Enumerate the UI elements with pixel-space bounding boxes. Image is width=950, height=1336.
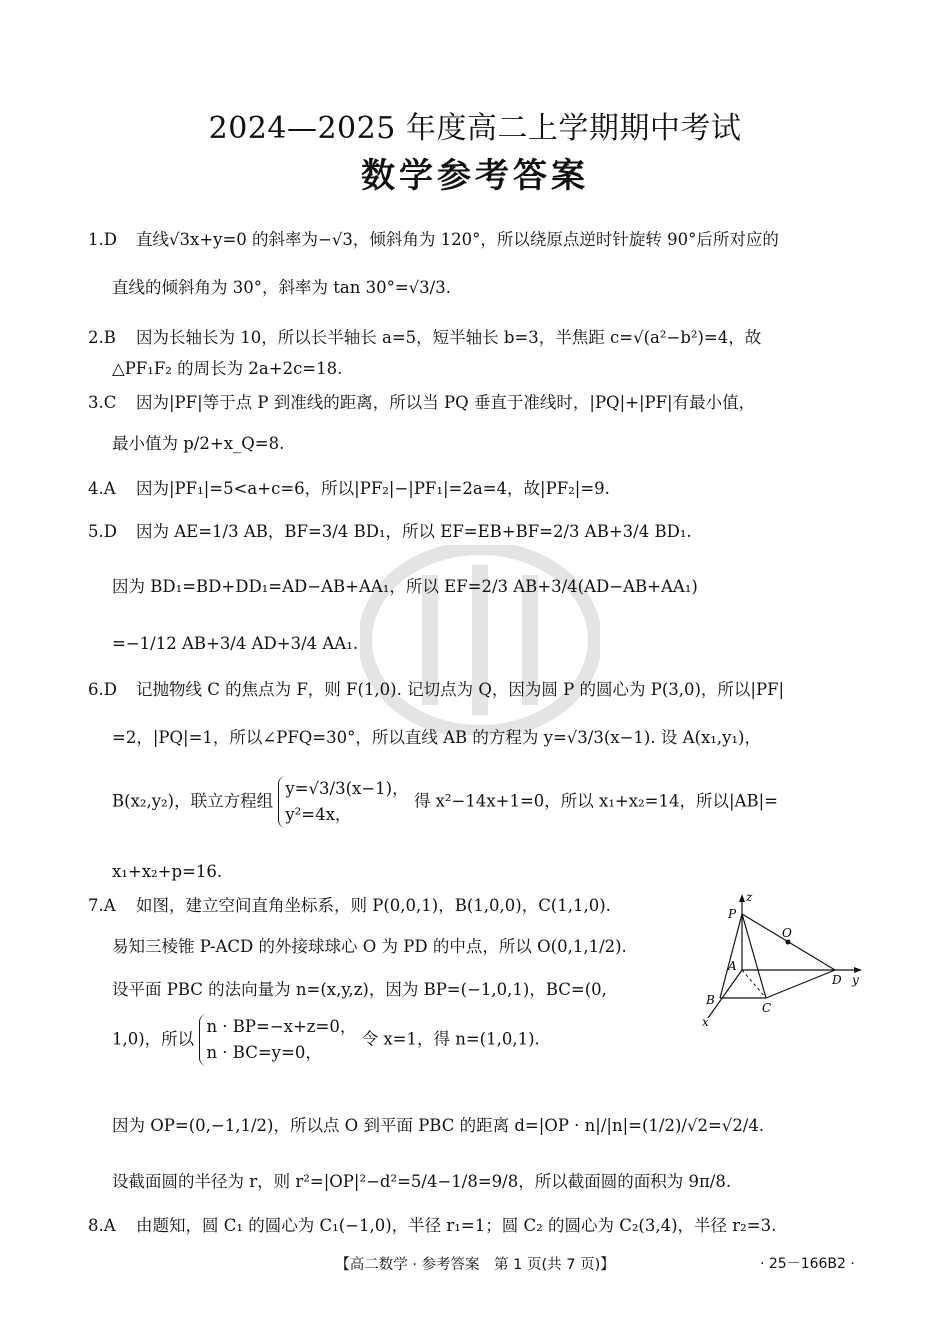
answer-item-8: 8.A 由题知，圆 C₁ 的圆心为 C₁(−1,0)，半径 r₁=1；圆 C₂ 的圆心为 C₂(3,4)，半径 r₂=3. <box>88 1216 777 1235</box>
label-z: z <box>746 890 753 904</box>
z-axis-arrow-icon <box>739 894 745 902</box>
answer-item-1-line2: 直线的倾斜角为 30°，斜率为 tan 30°=√3/3. <box>112 278 451 297</box>
label-x: x <box>702 1015 709 1029</box>
answer-item-2-line2: △PF₁F₂ 的周长为 2a+2c=18. <box>112 359 343 378</box>
pyramid-coordinate-figure <box>690 890 870 1030</box>
answer-item-3: 3.C 因为|PF|等于点 P 到准线的距离，所以当 PQ 垂直于准线时，|PQ|+|PF|有最小值， <box>88 393 756 412</box>
answer-item-7-line2: 易知三棱锥 P-ACD 的外接球球心 O 为 PD 的中点，所以 O(0,1,1/2). <box>112 937 627 956</box>
answer-item-2: 2.B 因为长轴长为 10，所以长半轴长 a=5，短半轴长 b=3，半焦距 c=√(a²−b²)=4，故 <box>88 328 762 347</box>
label-B: B <box>706 993 715 1007</box>
label-y: y <box>852 973 859 987</box>
answer-item-7-line5: 因为 OP=(0,−1,1/2)，所以点 O 到平面 PBC 的距离 d=|OP · n|/|n|=(1/2)/√2=√2/4. <box>112 1116 765 1135</box>
answer-item-7-line6: 设截面圆的半径为 r，则 r²=|OP|²−d²=5/4−1/8=9/8，所以截面圆的面积为 9π/8. <box>112 1172 732 1191</box>
page-footer: 【高二数学 · 参考答案 第 1 页(共 7 页)】 <box>335 1257 615 1273</box>
label-C: C <box>762 1001 772 1015</box>
label-O: O <box>782 926 792 940</box>
document-code: · 25－166B2 · <box>760 1256 855 1272</box>
answer-item-5-line3: =−1/12 AB+3/4 AD+3/4 AA₁. <box>112 634 359 653</box>
page-title: 2024—2025 年度高二上学期期中考试 <box>208 111 742 146</box>
answer-item-6-line2: =2，|PQ|=1，所以∠PFQ=30°，所以直线 AB 的方程为 y=√3/3(x−1). 设 A(x₁,y₁)， <box>112 728 761 747</box>
answer-item-7: 7.A 如图，建立空间直角坐标系，则 P(0,0,1)，B(1,0,0)，C(1,1,0). <box>88 896 611 915</box>
normal-vector-system: n · BP=−x+z=0， n · BC=y=0， <box>199 1014 356 1066</box>
label-A: A <box>728 959 737 973</box>
point-O <box>786 940 791 945</box>
answer-item-4: 4.A 因为|PF₁|=5<a+c=6，所以|PF₂|−|PF₁|=2a=4，故|PF₂|=9. <box>88 479 610 498</box>
answer-item-1: 1.D 直线√3x+y=0 的斜率为−√3，倾斜角为 120°，所以绕原点逆时针旋转 90°后所对应的 <box>88 230 779 249</box>
answer-item-5: 5.D 因为 AE=1/3 AB，BF=3/4 BD₁，所以 EF=EB+BF=2/3 AB+3/4 BD₁. <box>88 522 692 541</box>
answer-item-3-line2: 最小值为 p/2+x_Q=8. <box>112 434 285 453</box>
label-D: D <box>832 973 842 987</box>
equation-system: y=√3/3(x−1)， y²=4x， <box>278 776 408 828</box>
answer-item-6-line3: B(x₂,y₂)，联立方程组 y=√3/3(x−1)， y²=4x， 得 x²−14x+1=0，所以 x₁+x₂=14，所以|AB|= <box>112 776 778 828</box>
answer-item-6: 6.D 记抛物线 C 的焦点为 F，则 F(1,0). 记切点为 Q，因为圆 P 的圆心为 P(3,0)，所以|PF| <box>88 680 785 699</box>
answer-item-5-line2: 因为 BD₁=BD+DD₁=AD−AB+AA₁，所以 EF=2/3 AB+3/4(AD−AB+AA₁) <box>112 577 698 596</box>
edge-CD <box>766 970 835 998</box>
answer-item-7-line3: 设平面 PBC 的法向量为 n=(x,y,z)，因为 BP=(−1,0,1)，BC=(0, <box>112 980 607 999</box>
page-subtitle: 数学参考答案 <box>361 156 589 196</box>
answer-item-6-line4: x₁+x₂+p=16. <box>112 862 223 881</box>
label-P: P <box>728 907 737 921</box>
answer-item-7-line4: 1,0)，所以 n · BP=−x+z=0， n · BC=y=0， 令 x=1，得 n=(1,0,1). <box>112 1014 540 1066</box>
